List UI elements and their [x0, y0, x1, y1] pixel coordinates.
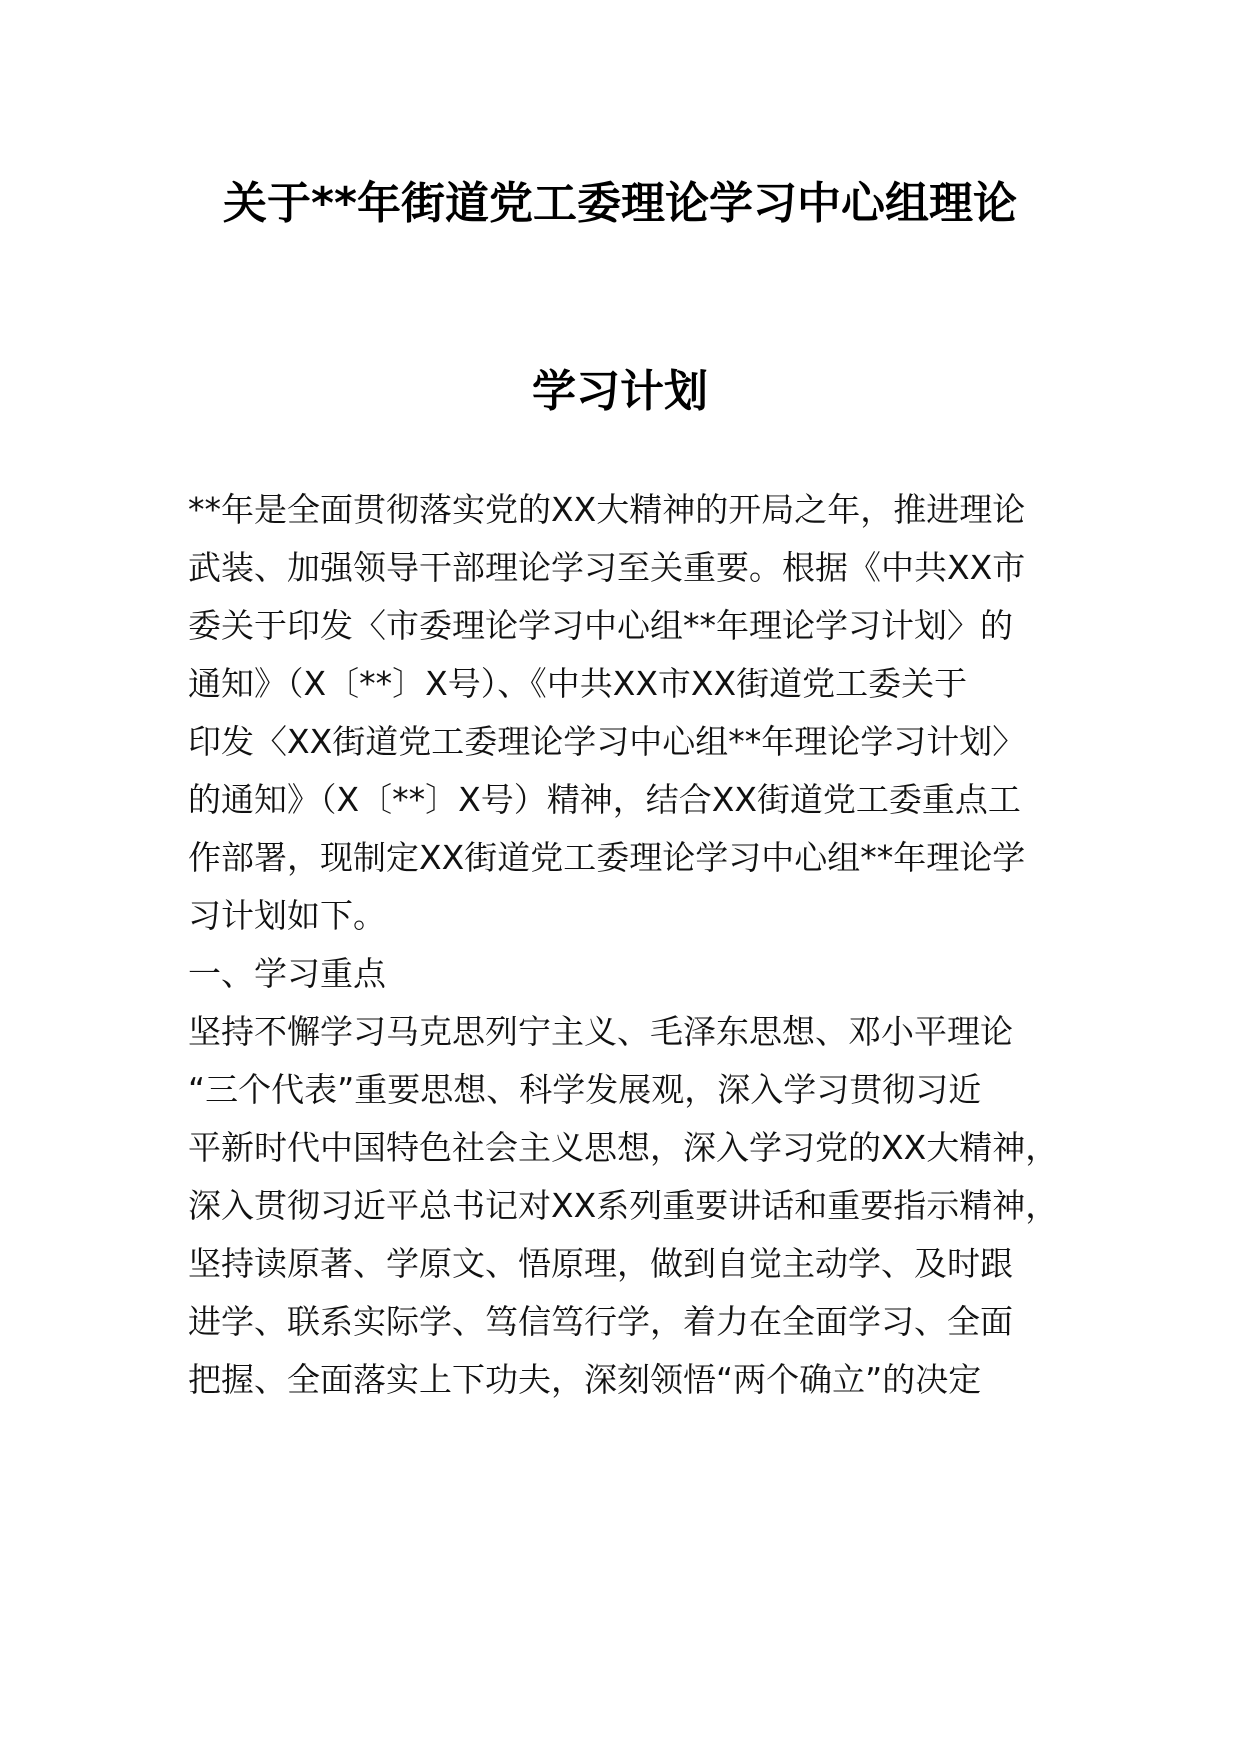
body-line: 的通知》（X〔**〕X号）精神，结合XX街道党工委重点工 — [188, 780, 1021, 819]
body-line: 通知》（X〔**〕X号）、《中共XX市XX街道党工委关于 — [188, 664, 968, 703]
body-line: 深入贯彻习近平总书记对XX系列重要讲话和重要指示精神， — [188, 1186, 1059, 1225]
section-heading: 一、学习重点 — [188, 954, 386, 993]
body-line: **年是全面贯彻落实党的XX大精神的开局之年，推进理论 — [188, 490, 1026, 529]
body-line: 坚持不懈学习马克思列宁主义、毛泽东思想、邓小平理论 — [188, 1012, 1013, 1051]
body-line: 武装、加强领导干部理论学习至关重要。根据《中共XX市 — [188, 548, 1026, 587]
body-line: 坚持读原著、学原文、悟原理，做到自觉主动学、及时跟 — [188, 1244, 1013, 1283]
body-line: “三个代表”重要思想、科学发展观，深入学习贯彻习近 — [188, 1070, 982, 1109]
body-line: 把握、全面落实上下功夫，深刻领悟“两个确立”的决定 — [188, 1360, 982, 1399]
body-line: 印发〈XX街道党工委理论学习中心组**年理论学习计划〉 — [188, 722, 1026, 761]
body-line: 习计划如下。 — [188, 896, 386, 935]
body-line: 作部署，现制定XX街道党工委理论学习中心组**年理论学 — [188, 838, 1026, 877]
document-title-line-1: 关于**年街道党工委理论学习中心组理论 — [222, 178, 1018, 229]
body-line: 平新时代中国特色社会主义思想，深入学习党的XX大精神， — [188, 1128, 1059, 1167]
body-line: 进学、联系实际学、笃信笃行学，着力在全面学习、全面 — [188, 1302, 1013, 1341]
document-title-line-2: 学习计划 — [532, 366, 708, 417]
body-line: 委关于印发〈市委理论学习中心组**年理论学习计划〉的 — [188, 606, 1013, 645]
